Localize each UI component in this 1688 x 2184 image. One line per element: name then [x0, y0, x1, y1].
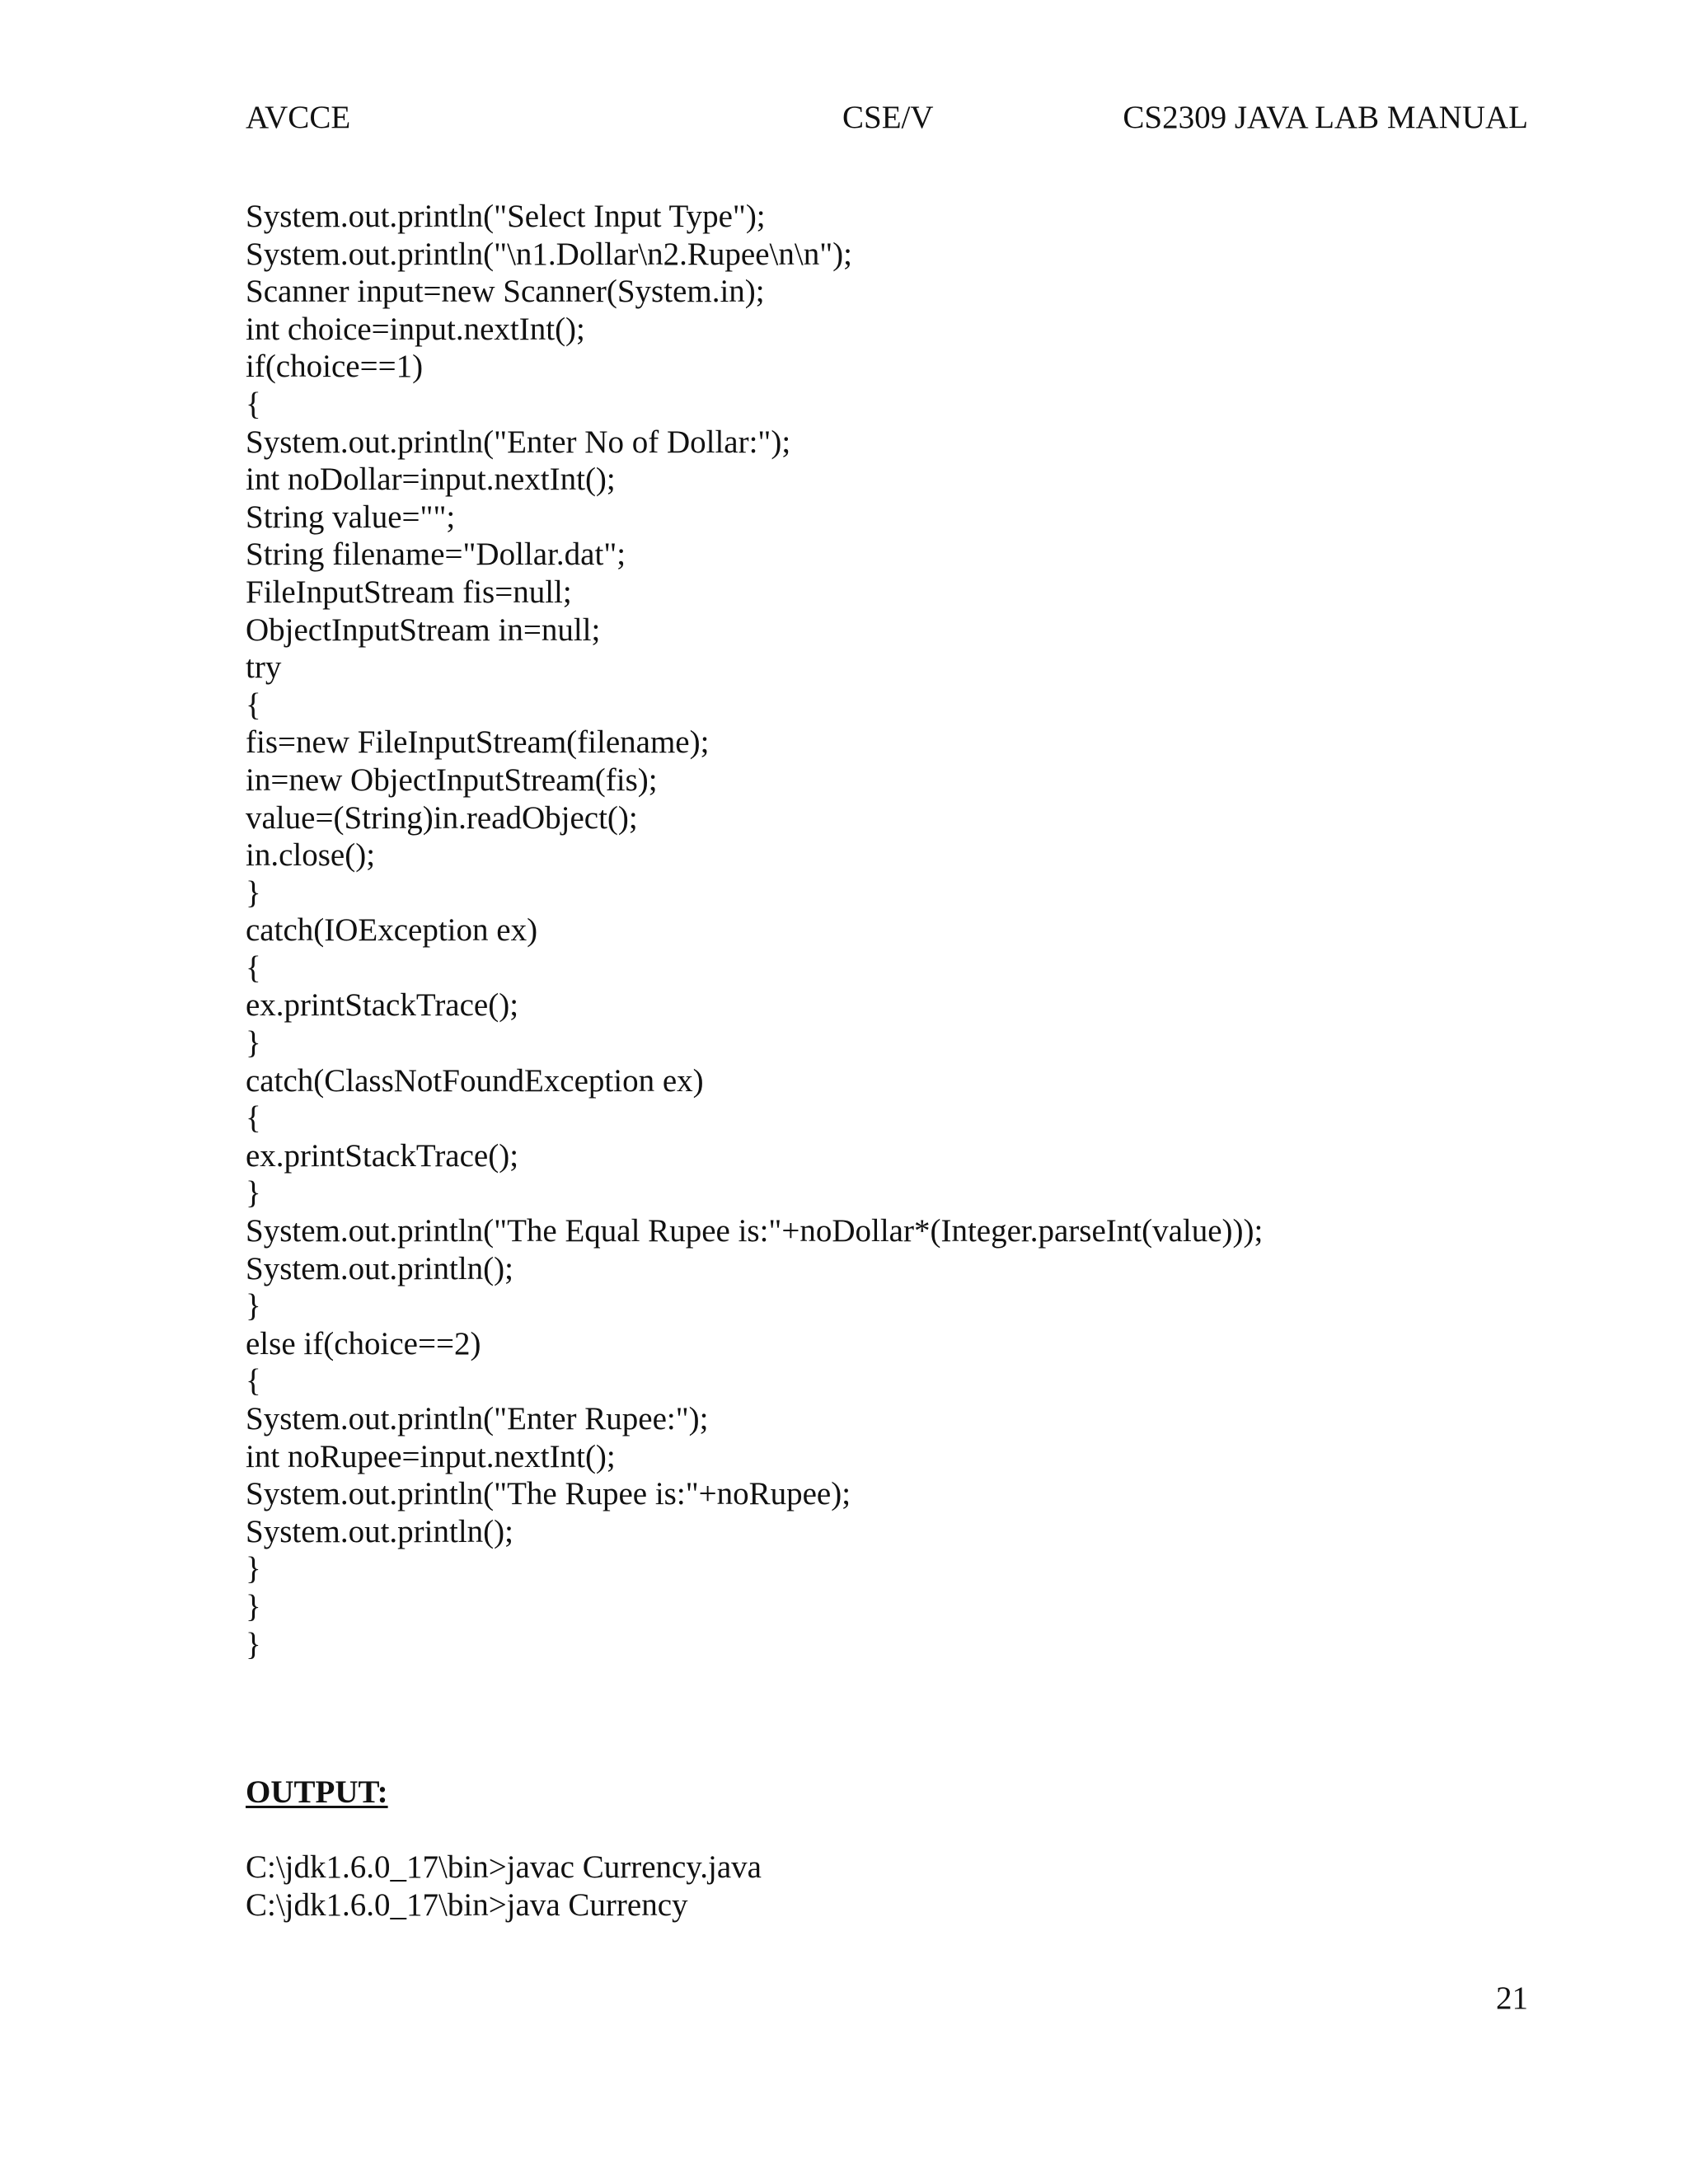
code-line: catch(IOException ex)	[246, 912, 538, 949]
code-line: int choice=input.nextInt();	[246, 311, 585, 347]
code-line: catch(ClassNotFoundException ex)	[246, 1062, 704, 1099]
header-manual-title: CS2309 JAVA LAB MANUAL	[1123, 100, 1528, 135]
code-line: Scanner input=new Scanner(System.in);	[246, 274, 765, 310]
code-line: System.out.println("Enter Rupee:");	[246, 1401, 709, 1436]
code-line: System.out.println("The Rupee is:"+noRupee);	[246, 1476, 851, 1512]
code-line: System.out.println();	[246, 1513, 513, 1549]
code-line: else if(choice==2)	[246, 1325, 481, 1361]
code-line: System.out.println("Enter No of Dollar:");	[246, 424, 791, 460]
code-line: try	[246, 649, 282, 686]
code-line: }	[246, 1288, 261, 1324]
code-line: }	[246, 1025, 261, 1062]
code-line: {	[246, 386, 261, 422]
output-heading: OUTPUT:	[246, 1774, 388, 1810]
code-line: value=(String)in.readObject();	[246, 799, 638, 836]
code-line: System.out.println("\n1.Dollar\n2.Rupee\n\n");	[246, 236, 852, 272]
code-line: }	[246, 874, 261, 911]
code-line: {	[246, 949, 261, 986]
code-line: String filename="Dollar.dat";	[246, 537, 626, 573]
code-line: System.out.println();	[246, 1250, 513, 1286]
code-line: }	[246, 1175, 261, 1212]
code-listing	[246, 198, 1564, 1663]
code-line: ex.printStackTrace();	[246, 1137, 519, 1174]
code-line: System.out.println("Select Input Type");	[246, 199, 766, 234]
code-line: fis=new FileInputStream(filename);	[246, 724, 710, 761]
code-line: int noDollar=input.nextInt();	[246, 462, 616, 498]
output-listing	[246, 1849, 762, 1924]
code-line: if(choice==1)	[246, 349, 424, 385]
code-line: int noRupee=input.nextInt();	[246, 1438, 616, 1474]
page-header	[0, 97, 1688, 138]
code-line: ex.printStackTrace();	[246, 987, 519, 1024]
code-line: ObjectInputStream in=null;	[246, 612, 601, 648]
code-line: FileInputStream fis=null;	[246, 574, 572, 610]
header-institution: AVCCE	[246, 100, 351, 135]
output-line: C:\jdk1.6.0_17\bin>javac Currency.java	[246, 1849, 762, 1885]
code-line: {	[246, 1100, 261, 1137]
code-line: System.out.println("The Equal Rupee is:"+noDollar*(Integer.parseInt(value)));	[246, 1213, 1264, 1249]
output-line: C:\jdk1.6.0_17\bin>java Currency	[246, 1886, 688, 1923]
code-line: {	[246, 1363, 261, 1399]
code-line: String value="";	[246, 499, 456, 535]
code-line: in.close();	[246, 837, 376, 874]
code-line: }	[246, 1588, 261, 1624]
header-department: CSE/V	[842, 100, 934, 135]
page-number: 21	[1496, 1980, 1528, 2016]
code-line: {	[246, 687, 261, 723]
code-line: }	[246, 1626, 261, 1662]
code-line: in=new ObjectInputStream(fis);	[246, 762, 658, 798]
code-line: }	[246, 1551, 261, 1587]
